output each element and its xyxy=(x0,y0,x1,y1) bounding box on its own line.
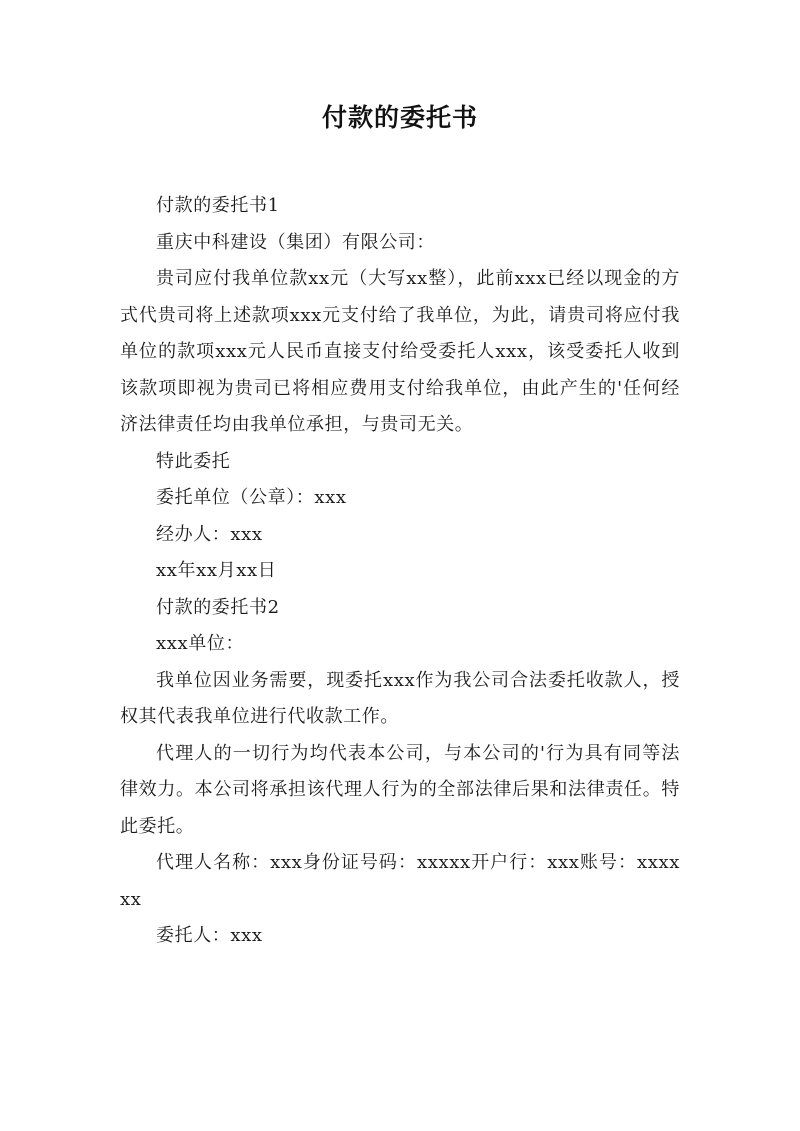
body-paragraph: 我单位因业务需要，现委托xxx作为我公司合法委托收款人，授权其代表我单位进行代收款工作。 xyxy=(120,669,680,727)
section-heading-2: 付款的委托书2 xyxy=(156,596,280,618)
date-line: xx年xx月xx日 xyxy=(156,560,277,581)
body-paragraph: 代理人的一切行为均代表本公司，与本公司的'行为具有同等法律效力。本公司将承担该代理人行为的全部法律后果和法律责任。特此委托。 xyxy=(120,742,680,837)
principal-line: 委托人：xxx xyxy=(156,925,263,946)
body-paragraph: 贵司应付我单位款xx元（大写xx整），此前xxx已经以现金的方式代贵司将上述款项xxx元支付给了我单位，为此，请贵司将应付我单位的款项xxx元人民币直接支付给受委托人xxx，该受委托人收到该款项即视为贵司已将相应费用支付给我单位，由此产生的'任何经济法律责任均由我单位承担，与贵司无关。 xyxy=(120,268,680,435)
recipient-unit: xxx单位： xyxy=(156,633,245,654)
document-title: 付款的委托书 xyxy=(321,103,478,132)
document-body xyxy=(120,188,680,955)
handler: 经办人：xxx xyxy=(156,523,263,545)
closing-phrase: 特此委托 xyxy=(156,450,231,472)
section-heading-1: 付款的委托书1 xyxy=(156,195,280,216)
entrusting-unit: 委托单位（公章）：xxx xyxy=(156,487,347,508)
agent-details: 代理人名称：xxx身份证号码：xxxxx开户行：xxx账号：xxxxxx xyxy=(120,852,680,910)
recipient-company: 重庆中科建设（集团）有限公司： xyxy=(156,231,435,253)
